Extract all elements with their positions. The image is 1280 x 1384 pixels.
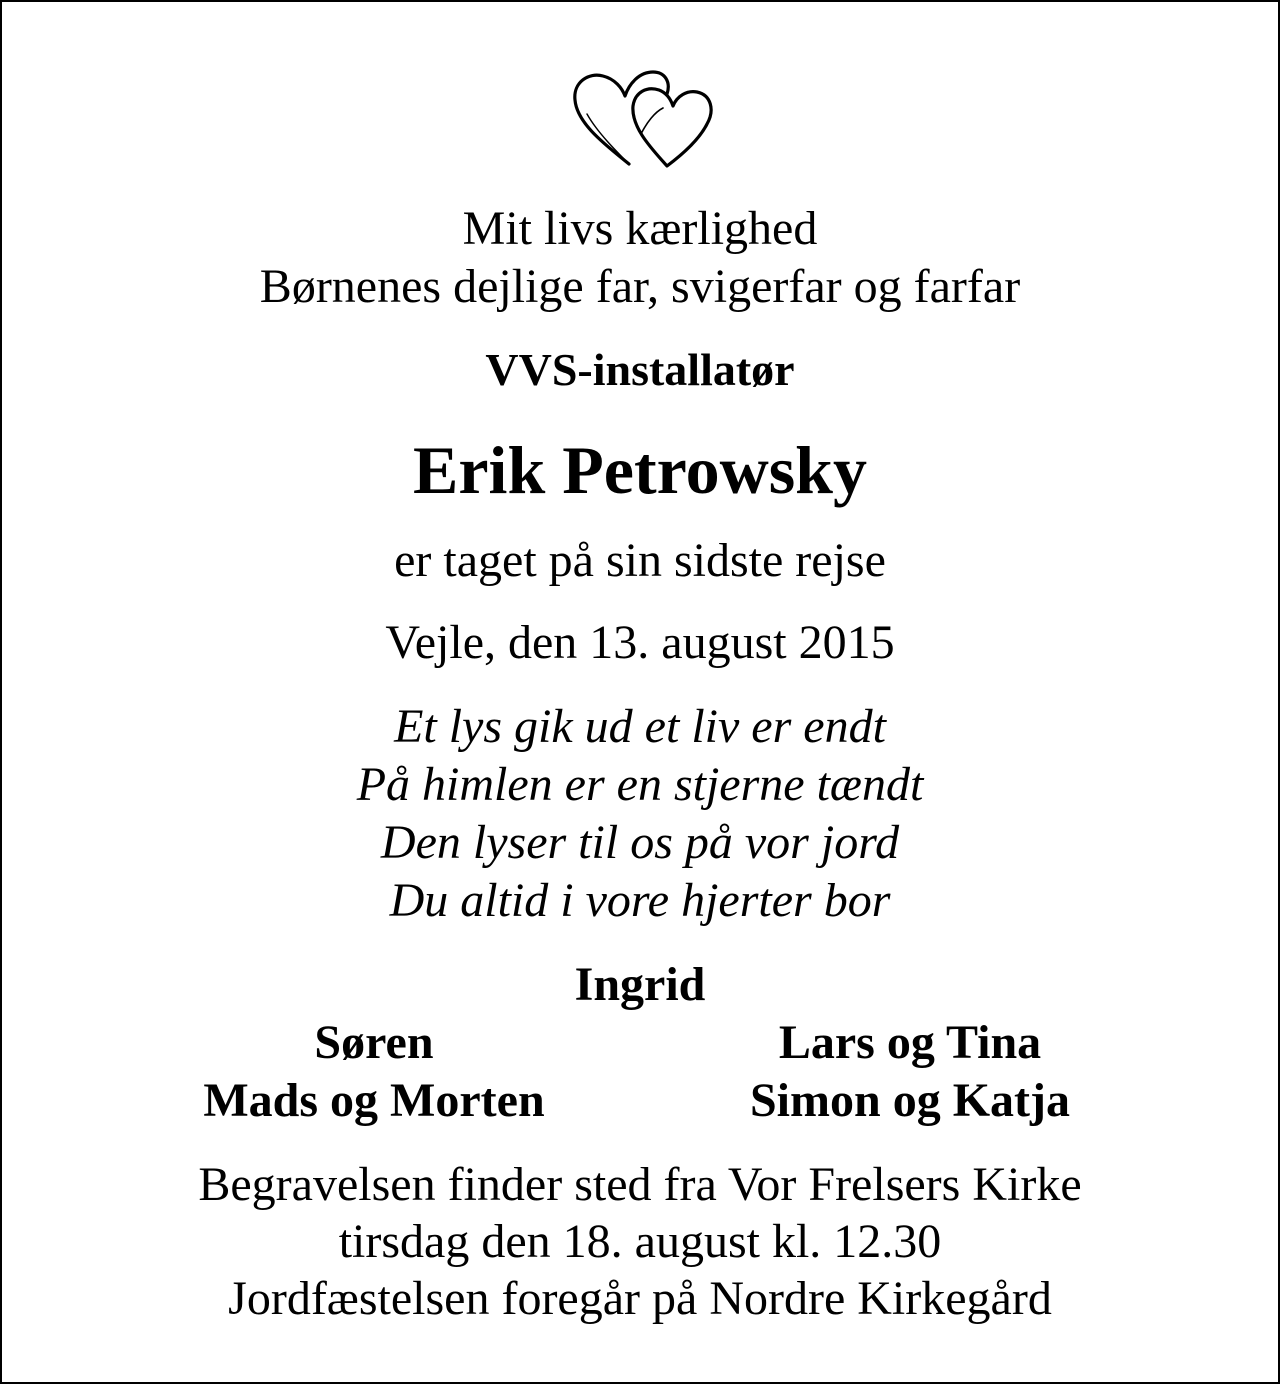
family-member: Søren (314, 1016, 434, 1069)
poem-line: Du altid i vore hjerter bor (389, 874, 891, 927)
intro-line: Børnenes dejlige far, svigerfar og farfar (259, 260, 1021, 313)
passing-message: er taget på sin sidste rejse (394, 534, 886, 587)
poem-line: Den lyser til os på vor jord (380, 816, 900, 869)
two-hearts-icon (567, 62, 717, 172)
memorial-poem (2, 698, 1278, 930)
place-and-date: Vejle, den 13. august 2015 (385, 616, 895, 669)
deceased-name: Erik Petrowsky (413, 432, 867, 508)
funeral-line: Begravelsen finder sted fra Vor Frelsers Kirke (198, 1158, 1082, 1211)
family-member: Lars og Tina (778, 1016, 1042, 1069)
occupation-title: VVS-installatør (485, 344, 795, 395)
spouse-name: Ingrid (574, 958, 706, 1011)
poem-line: Et lys gik ud et liv er endt (394, 700, 886, 753)
intro-text (2, 200, 1278, 316)
funeral-line: Jordfæstelsen foregår på Nordre Kirkegård (228, 1272, 1052, 1325)
poem-line: På himlen er en stjerne tændt (356, 758, 924, 811)
family-right-column (630, 1014, 1190, 1130)
intro-line: Mit livs kærlighed (462, 202, 818, 255)
funeral-line: tirsdag den 18. august kl. 12.30 (338, 1215, 942, 1268)
family-left-column (94, 1014, 654, 1130)
family-member: Mads og Morten (203, 1074, 545, 1127)
funeral-details (2, 1156, 1278, 1327)
family-member: Simon og Katja (749, 1074, 1070, 1127)
